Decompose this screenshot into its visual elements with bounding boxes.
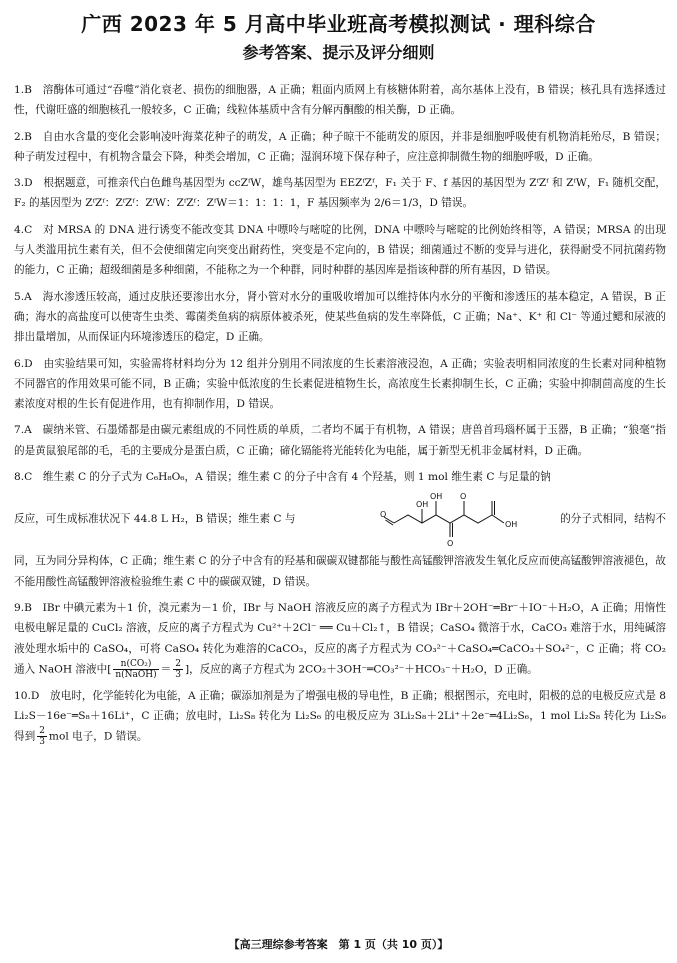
fraction: $\frac{2}{3}$ [175,658,181,680]
mol-o-label: O [380,510,387,520]
answer-item-8: 8.C 维生素 C 的分子式为 C₆H₈O₆，A 错误；维生素 C 的分子中含有 4 个羟基，则 1 mol 维生素 C 与足量的钠 反应，可生成标准状况下 44.8 L H₂，B 错误；维生素 C 与 O OH OH O O OH 的分子式相同，结构不 同，互为同分异构体，C 正确；维生素 C 的分子中含有的羟基和碳碳双键都能与酸性高锰酸钾溶液发生氧化反应而使高锰酸钾溶液褪色，故不能用酸性高锰酸钾溶液检验维生素 C 中的碳碳双键，D 错误。 [14,471,666,588]
answer-item: 6.D 由实验结果可知，实验需将材料均分为 12 组并分别用不同浓度的生长素溶液浸泡，A 正确；实验表明相同浓度的生长素对同种植物不同器官的作用效果可能不同，B 正确；实验中低浓度的生长素促进植物生长，高浓度生长素抑制生长，C 正确；实验中抑制茴高度的生长素浓度对根的生长有促进作用，也有抑制作用，D 错误。 [14,357,667,411]
mol-oh-label: OH [416,500,429,510]
mol-o-label: O [447,539,454,549]
molecule-structure-diagram [380,487,538,549]
answer-item: 4.C 对 MRSA 的 DNA 进行诱变不能改变其 DNA 中嘌呤与嘧啶的比例，DNA 中嘌呤与嘧啶的比例始终相等，A 错误；MRSA 的出现与人类滥用抗生素有关，但不会使细菌定向突变出耐药性，突变是不定向的，B 错误；细菌通过不断的变异与进化，获得耐受不同抗菌药物的能力，C 正确；超级细菌是多种细菌，不能称之为一个种群，同时种群的基因库是指该种群的所有基因，D 错误。 [14,223,666,277]
fraction: $\frac{\text{n(CO₂)}}{\text{n(NaOH)}}$ [115,658,157,680]
mol-oh-label: OH [505,520,518,530]
molecule-row: 反应，可生成标准状况下 44.8 L H₂，B 错误；维生素 C 与 O OH OH O O OH 的分子式相同，结构不 [14,487,666,551]
answer-item-10: 10.D 放电时，化学能转化为电能，A 正确；碳添加剂是为了增强电极的导电性，B 正确；根据图示，充电时，阳极的总的电极反应式是 8Li₂S－16e⁻═S₈＋16Li⁺，C 正确；放电时，Li₂S₈ 转化为 Li₂S₆ 的电极反应为 3Li₂S₈＋2Li⁺＋2e⁻═4Li₂S₆，1 mol Li₂S₈ 转化为 Li₂S₆ 得到 $\frac{2}{3}$ mol 电子，D 错误。 [14,689,667,748]
answer-item: 1.B 溶酶体可通过“吞噬”消化衰老、损伤的细胞器，A 正确；粗面内质网上有核糖体附着，高尔基体上没有，B 错误；核孔具有选择透过性，代谢旺盛的细胞核孔一般较多，C 正确；线粒体基质中含有分解丙酮酸的相关酶，D 正确。 [14,84,667,117]
answer-body [14,80,666,753]
mol-oh-label: OH [430,492,443,502]
page-footer: 【高三理综参考答案 第 1 页（共 10 页）】 [228,938,449,951]
fraction: $\frac{2}{3}$ [39,726,45,748]
page-subtitle: 参考答案、提示及评分细则 [242,43,435,62]
answer-item: 3.D 根据题意，可推亲代白色雌鸟基因型为 ccZᶠW，雄鸟基因型为 EEZᶠZᶠ，F₁ 关于 F、f 基因的基因型为 ZᶠZᶠ 和 ZᶠW，F₁ 随机交配，F₂ 的基因型为 ZᶠZᶠ：ZᶠZᶠ：ZᶠW：ZᶠZᶠ：ZᶠW＝1：1：1：1，F 基因频率为 2/6＝1/3，D 错误。 [14,177,667,210]
answer-item-9: 9.B IBr 中碘元素为＋1 价，溴元素为－1 价，IBr 与 NaOH 溶液反应的离子方程式为 IBr＋2OH⁻═Br⁻＋IO⁻＋H₂O，A 正确；用惰性电极电解足量的 CuCl₂ 溶液，反应的离子方程式为 Cu²⁺＋2Cl⁻ ══ Cu＋Cl₂↑，B 错误；CaSO₄ 微溶于水，CaCO₃ 难溶于水，用纯碱溶液处理水垢中的 CaSO₄，可将 CaSO₄ 转化为难溶的CaCO₃，反应的离子方程式为 CO₃²⁻＋CaSO₄═CaCO₃＋SO₄²⁻，C 正确；将 CO₂ 通入 NaOH 溶液中[ $\frac{\text{n(CO₂)}}{\text{n(NaOH)}}$ ＝ $\frac{2}{3}$ ]，反应的离子方程式为 2CO₂＋3OH⁻═CO₃²⁻＋HCO₃⁻＋H₂O，D 正确。 [14,601,667,680]
mol-o-label: O [460,492,467,502]
answer-item: 2.B 自由水含量的变化会影响凌叶海菜花种子的萌发，A 正确；种子晾干不能萌发的原因，并非是细胞呼吸使有机物消耗殆尽，B 错误；种子萌发过程中，有机物含量会下降，种类会增加，C 正确；湿润环境下保存种子，应注意抑制微生物的细胞呼吸，D 正确。 [14,130,667,163]
answer-item: 5.A 海水渗透压较高，通过皮肤还要渗出水分，肾小管对水分的重吸收增加可以维持体内水分的平衡和渗透压的基本稳定，A 错误，B 正确；海水的高盐度可以使寄生虫类、霉菌类鱼病的病原体被杀死，使某些鱼病的发生率降低，C 正确；Na⁺、K⁺ 和 Cl⁻ 等通过鳃和尿液的排出量增加，从而保证内环境渗透压的稳定，D 正确。 [14,290,666,344]
answer-item: 7.A 碳纳米管、石墨烯都是由碳元素组成的不同性质的单质，二者均不属于有机物，A 错误；唐兽首玛瑙杯属于玉器，B 正确；“狼毫”指的是黄鼠狼尾部的毛，毛的主要成分是蛋白质，C 正确；碲化镉能将光能转化为电能，属于新型无机非金属材料，D 正确。 [14,424,667,457]
page-title: 广西 2023 年 5 月高中毕业班高考模拟测试 · 理科综合 [81,12,596,36]
